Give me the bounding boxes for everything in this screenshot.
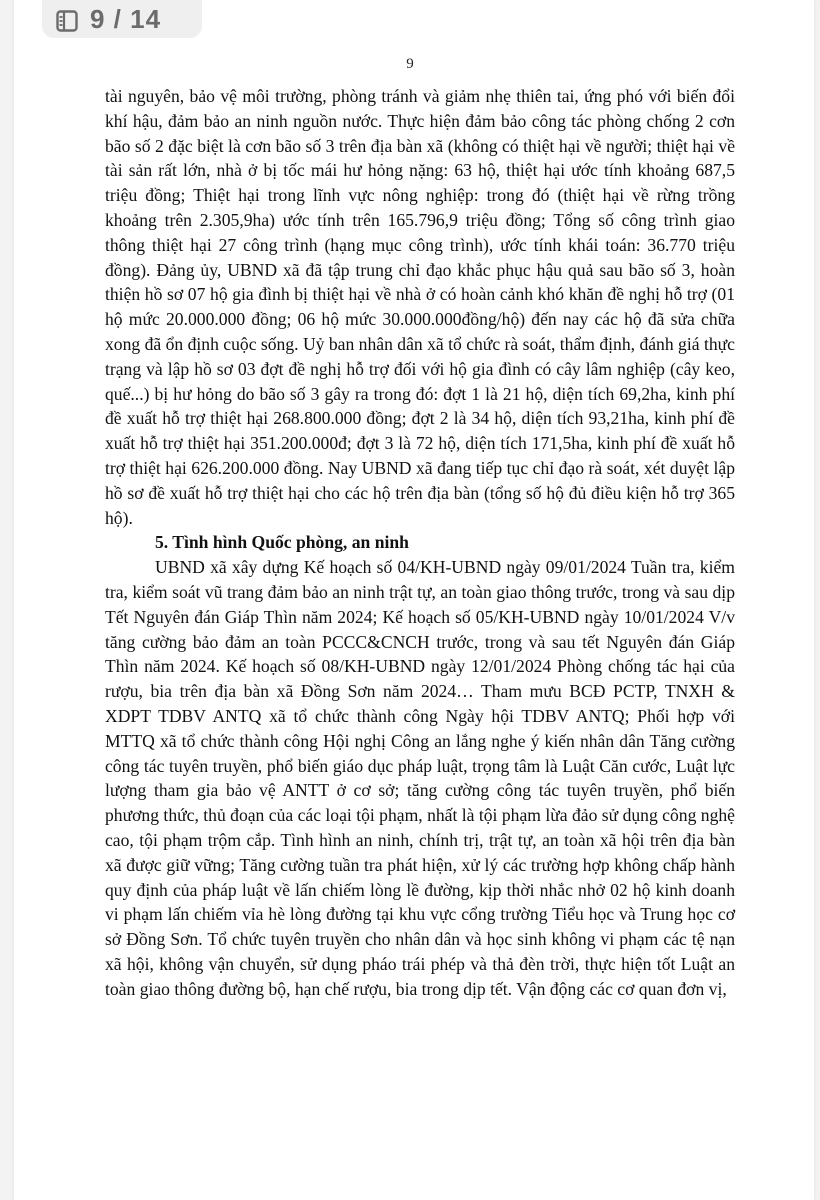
paragraph-storm-damage: tài nguyên, bảo vệ môi trường, phòng tránh và giảm nhẹ thiên tai, ứng phó với biến đổi khí hậu, đảm bảo an ninh nguồn nước. Thực hiện đảm bảo công tác phòng chống 2 cơn bão số 2 đặc biệt là cơn bão số 3 trên địa bàn xã (không có thiệt hại về người; thiệt hại về tài sản rất lớn, nhà ở bị tốc mái hư hỏng nặng: 63 hộ, thiệt hại ước tính khoảng 687,5 triệu đồng; Thiệt hại trong lĩnh vực nông nghiệp: trong đó (thiệt hại về rừng trồng khoảng trên 2.305,9ha) ước tính trên 165.796,9 triệu đồng; Tổng số công trình giao thông thiệt hại 27 công trình (hạng mục công trình), ước tính khái toán: 36.770 triệu đồng). Đảng ủy, UBND xã đã tập trung chỉ đạo khắc phục hậu quả sau bão số 3, hoàn thiện hồ sơ 07 hộ gia đình bị thiệt hại về nhà ở có hoàn cảnh khó khăn đề nghị hỗ trợ (01 hộ mức 20.000.000 đồng; 06 hộ mức 30.000.000đồng/hộ) đến nay các hộ đã sửa chữa xong đã ổn định cuộc sống. Uỷ ban nhân dân xã tổ chức rà soát, thẩm định, đánh giá thực trạng và lập hồ sơ 03 đợt đề nghị hỗ trợ đối với hộ gia đình có cây lâm nghiệp (cây keo, quế...) bị hư hỏng do bão số 3 gây ra trong đó: đợt 1 là 21 hộ, diện tích 69,2ha, kinh phí đề xuất hỗ trợ thiệt hại 268.800.000 đồng; đợt 2 là 34 hộ, diện tích 93,21ha, kinh phí đề xuất hỗ trợ thiệt hại 351.200.000đ; đợt 3 là 72 hộ, diện tích 171,5ha, kinh phí đề xuất hỗ trợ thiệt hại 626.200.000 đồng. Nay UBND xã đang tiếp tục chỉ đạo rà soát, xét duyệt lập hồ sơ đề xuất hỗ trợ thiệt hại cho các hộ trên địa bàn (tổng số hộ đủ điều kiện hỗ trợ 365 hộ).: [105, 86, 735, 528]
page-view-icon: [56, 8, 78, 30]
document-body: [105, 84, 735, 1001]
page-indicator-text: 9 / 14: [90, 3, 162, 34]
section-heading: 5. Tình hình Quốc phòng, an ninh: [155, 532, 409, 553]
page-indicator-badge[interactable]: [42, 0, 202, 38]
paragraph-security: UBND xã xây dựng Kế hoạch số 04/KH-UBND ngày 09/01/2024 Tuần tra, kiểm tra, kiểm soát vũ trang đảm bảo an ninh trật tự, an toàn giao thông trước, trong và sau dịp Tết Nguyên đán Giáp Thìn năm 2024; Kế hoạch số 05/KH-UBND ngày 10/01/2024 V/v tăng cường bảo đảm an toàn PCCC&CNCH trước, trong và sau tết Nguyên đán Giáp Thìn năm 2024. Kế hoạch số 08/KH-UBND ngày 12/01/2024 Phòng chống tác hại của rượu, bia trên địa bàn xã Đồng Sơn năm 2024… Tham mưu BCĐ PCTP, TNXH & XDPT TDBV ANTQ xã tổ chức thành công Ngày hội TDBV ANTQ; Phối hợp với MTTQ xã tổ chức thành công Hội nghị Công an lắng nghe ý kiến nhân dân Tăng cường công tác tuyên truyền, phổ biến giáo dục pháp luật, trọng tâm là Luật Căn cước, Luật lực lượng tham gia bảo vệ ANTT ở cơ sở; tăng cường công tác tuyên truyền, phổ biến phương thức, thủ đoạn của các loại tội phạm, nhất là tội phạm lừa đảo sử dụng công nghệ cao, tội phạm trộm cắp. Tình hình an ninh, chính trị, trật tự, an toàn xã hội trên địa bàn xã được giữ vững; Tăng cường tuần tra phát hiện, xử lý các trường hợp không chấp hành quy định của pháp luật về lấn chiếm lòng lề đường, kịp thời nhắc nhở 02 hộ kinh doanh vi phạm lấn chiếm vỉa hè lòng đường tại khu vực cổng trường Tiểu học và Trung học cơ sở Đồng Sơn. Tổ chức tuyên truyền cho nhân dân và học sinh không vi phạm các tệ nạn xã hội, không vận chuyển, sử dụng pháo trái phép và thả đèn trời, thực hiện tốt Luật an toàn giao thông đường bộ, hạn chế rượu, bia trong dịp tết. Vận động các cơ quan đơn vị,: [105, 557, 735, 999]
page-number: 9: [406, 56, 414, 72]
